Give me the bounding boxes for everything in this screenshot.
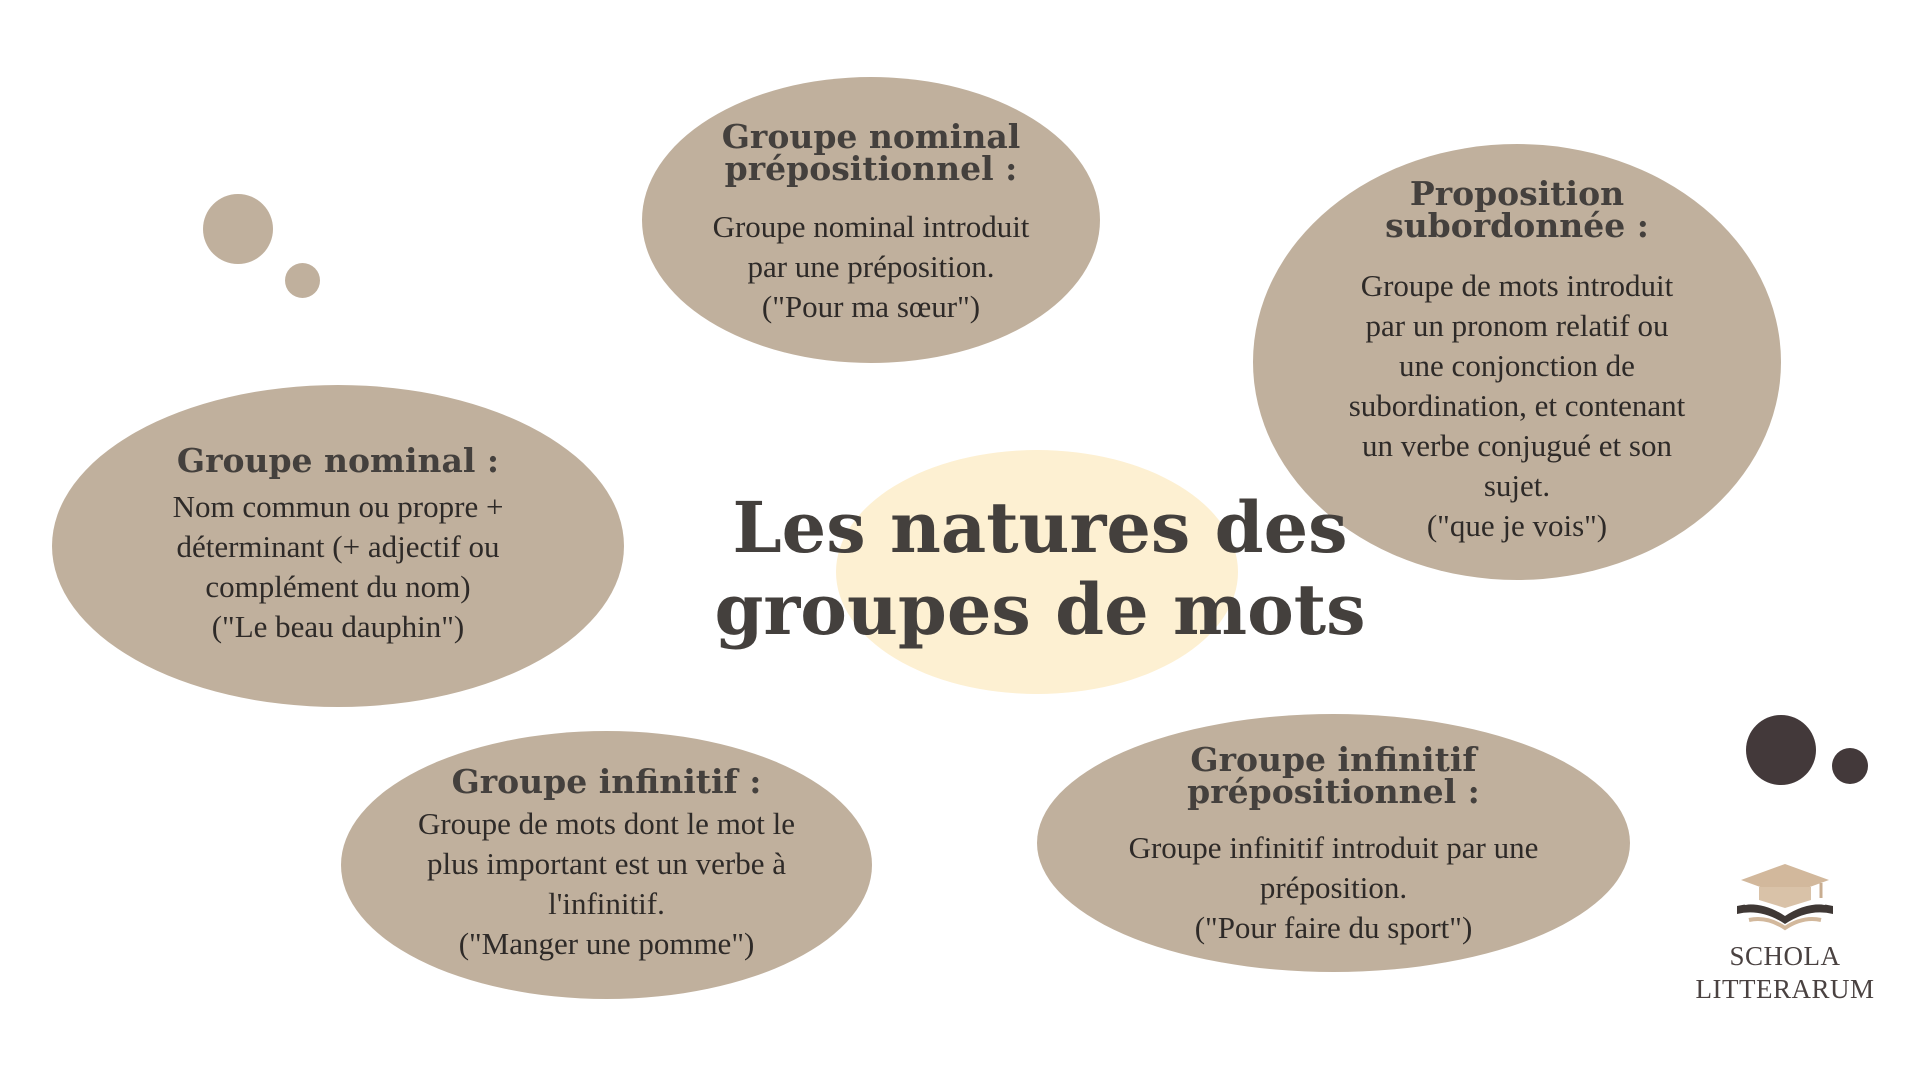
bubble-groupe-nominal	[52, 385, 624, 707]
brand-logo	[1690, 860, 1880, 1006]
bubble-body: Groupe infinitif introduit par une préposition. ("Pour faire du sport")	[1128, 830, 1539, 945]
decorative-dot-small	[285, 263, 320, 298]
main-title: Les natures des groupes de mots	[714, 486, 1366, 651]
bubble-body: Groupe de mots introduit par un pronom relatif ou une conjonction de subordination, et contenant un verbe conjugué et son sujet. ("que je vois")	[1348, 268, 1686, 543]
bubble-body: Nom commun ou propre + déterminant (+ adjectif ou complément du nom) ("Le beau dauphin")	[172, 489, 504, 644]
bubble-title: Groupe nominal :	[176, 441, 500, 480]
bubble-body: Groupe nominal introduit par une préposition. ("Pour ma sœur")	[712, 209, 1030, 324]
bubble-title: Groupe infinitif :	[451, 762, 762, 801]
bubble-title: Groupe infinitif prépositionnel :	[1187, 740, 1480, 811]
bubble-title: Proposition subordonnée :	[1385, 174, 1649, 245]
bubble-title: Groupe nominal prépositionnel :	[721, 117, 1021, 188]
bubble-body: Groupe de mots dont le mot le plus important est un verbe à l'infinitif. ("Manger une pomme")	[417, 806, 796, 961]
decorative-dot-dark-large	[1746, 715, 1816, 785]
bubble-groupe-infinitif-prepositionnel	[1037, 714, 1630, 972]
decorative-dot-large	[203, 194, 273, 264]
bubble-groupe-nominal-prepositionnel	[642, 77, 1100, 363]
decorative-dot-dark-small	[1832, 748, 1868, 784]
bubble-groupe-infinitif	[341, 731, 872, 999]
book-graduation-cap-icon	[1729, 860, 1841, 932]
brand-name: SCHOLA LITTERARUM	[1695, 941, 1875, 1004]
